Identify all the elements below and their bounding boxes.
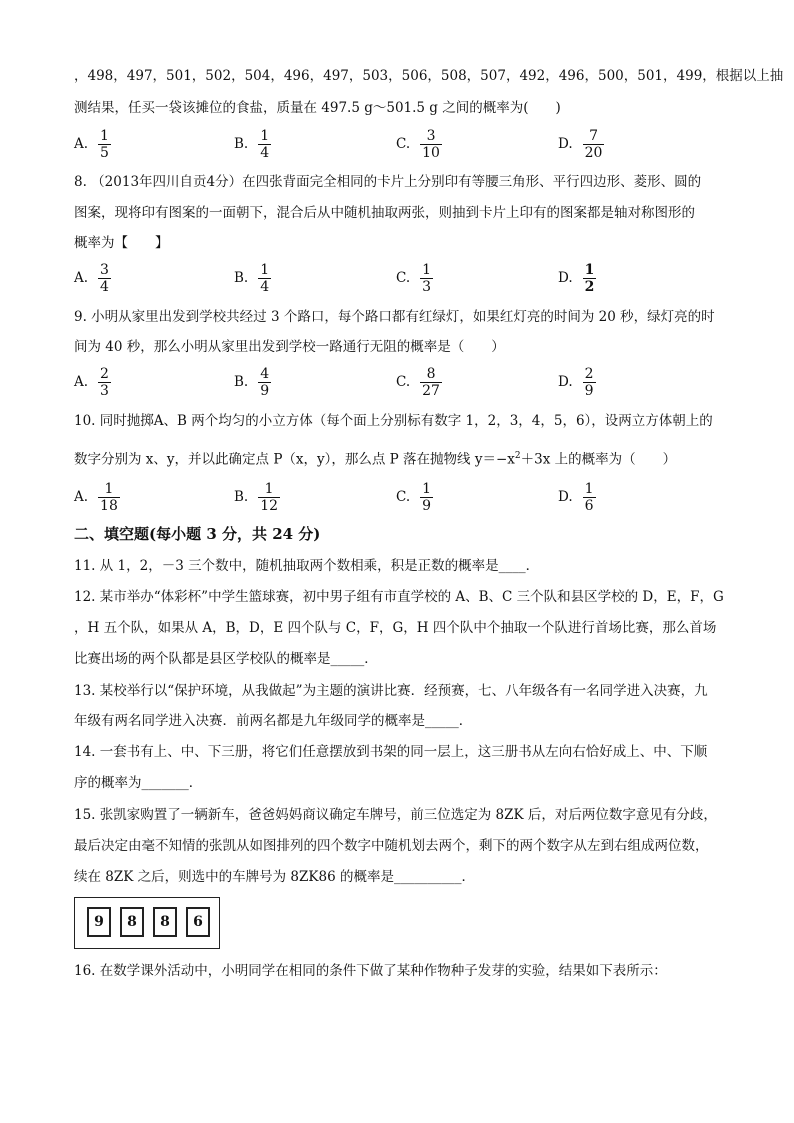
fraction: $\frac{3}{4}$: [100, 261, 109, 295]
q14-line-2: 序的概率为_______．: [74, 775, 203, 791]
fraction: $\frac{7}{20}$: [584, 127, 603, 161]
fraction: $\frac{1}{18}$: [100, 480, 118, 514]
q9-options: [74, 362, 734, 402]
fraction: $\frac{1}{3}$: [422, 261, 432, 295]
q15-line-1: 15. 张凯家购置了一辆新车，爸爸妈妈商议确定车牌号，前三位选定为 8ZK 后，对后两位数字意见有分歧，: [74, 807, 717, 823]
q10-line-2: 数字分别为 x、y，并以此确定点 P（x，y），那么点 P 落在抛物线 $y=-x^2+3x$ 上的概率为（ ）: [74, 451, 677, 468]
fraction: $\frac{2}{3}$: [100, 365, 109, 399]
q14-line-1: 14. 一套书有上、中、下三册，将它们任意摆放到书架的同一层上，这三册书从左向右恰好成上、中、下顺: [74, 744, 708, 760]
q12-line-2: ，H 五个队，如果从 A，B，D，E 四个队与 C，F，G，H 四个队中个抽取一个队进行首场比赛，那么首场: [74, 620, 717, 636]
q15-line-2: 最后决定由毫不知情的张凯从如图排列的四个数字中随机划去两个，剩下的两个数字从左到右组成两位数，: [74, 838, 709, 854]
q9-option-a[interactable]: A. $\frac{2}{3}$: [74, 365, 109, 399]
q9-option-c[interactable]: C. $\frac{8}{27}$: [396, 365, 440, 399]
q7-options: [74, 124, 734, 164]
q13-line-2: 年级有两名同学进入决赛．前两名都是九年级同学的概率是_____．: [74, 713, 473, 729]
q8-option-d[interactable]: D. $\frac{1}{2}$: [558, 261, 595, 295]
q8-options: [74, 258, 734, 298]
q8-line-2: 图案，现将印有图案的一面朝下，混合后从中随机抽取两张，则抽到卡片上印有的图案都是轴对称图形的: [74, 205, 695, 221]
q11-line: 11. 从 1，2，－3 三个数中，随机抽取两个数相乘，积是正数的概率是____．: [74, 558, 540, 574]
fraction: $\frac{1}{4}$: [260, 127, 270, 161]
fraction: $\frac{2}{9}$: [584, 365, 594, 399]
fraction: $\frac{1}{2}$: [584, 261, 595, 295]
q8-line-1: 8. （2013年四川自贡4分）在四张背面完全相同的卡片上分别印有等腰三角形、平行四边形、菱形、圆的: [74, 174, 702, 190]
fraction: $\frac{1}{4}$: [260, 261, 270, 295]
fraction: $\frac{8}{27}$: [422, 365, 440, 399]
q16-line: 16. 在数学课外活动中，小明同学在相同的条件下做了某种作物种子发芽的实验，结果如下表所示：: [74, 963, 667, 979]
digit-card: 8: [120, 907, 144, 937]
fraction: $\frac{1}{9}$: [422, 480, 432, 514]
q12-line-1: 12. 某市举办“体彩杯”中学生篮球赛，初中男子组有市直学校的 A、B、C 三个队和县区学校的 D，E，F，G: [74, 589, 724, 605]
digit-card: 9: [87, 907, 111, 937]
q7-option-d[interactable]: D. $\frac{7}{20}$: [558, 127, 603, 161]
q8-option-c[interactable]: C. $\frac{1}{3}$: [396, 261, 432, 295]
q7-line-1: ，498，497，501，502，504，496，497，503，506，508，507，492，496，500，501，499，根据以上抽: [74, 68, 784, 84]
q9-line-2: 间为 40 秒，那么小明从家里出发到学校一路通行无阻的概率是（ ）: [74, 339, 505, 355]
digit-card-figure: [74, 897, 220, 949]
q10-option-d[interactable]: D. $\frac{1}{6}$: [558, 480, 594, 514]
q9-line-1: 9. 小明从家里出发到学校共经过 3 个路口，每个路口都有红绿灯，如果红灯亮的时间为 20 秒，绿灯亮的时: [74, 309, 715, 325]
fraction: $\frac{1}{5}$: [100, 127, 109, 161]
q10-line-1: 10. 同时抛掷A、B 两个均匀的小立方体（每个面上分别标有数字 1，2，3，4，5，6），设两立方体朝上的: [74, 413, 713, 429]
fraction: $\frac{3}{10}$: [422, 127, 440, 161]
section-heading: 二、填空题(每小题 3 分，共 24 分): [74, 525, 321, 543]
q9-option-d[interactable]: D. $\frac{2}{9}$: [558, 365, 594, 399]
q7-option-c[interactable]: C. $\frac{3}{10}$: [396, 127, 440, 161]
q15-line-3: 续在 8ZK 之后，则选中的车牌号为 8ZK86 的概率是__________．: [74, 869, 475, 885]
q10-option-c[interactable]: C. $\frac{1}{9}$: [396, 480, 432, 514]
digit-card: 6: [186, 907, 210, 937]
fraction: $\frac{1}{6}$: [584, 480, 594, 514]
q10-option-b[interactable]: B. $\frac{1}{12}$: [234, 480, 279, 514]
q8-line-3: 概率为【 】: [74, 235, 169, 251]
q12-line-3: 比赛出场的两个队都是县区学校队的概率是_____．: [74, 651, 378, 667]
q7-line-2: 测结果，任买一袋该摊位的食盐，质量在 497.5 g～501.5 g 之间的概率为( ): [74, 100, 561, 116]
digit-card: 8: [153, 907, 177, 937]
q10-options: [74, 477, 734, 517]
q9-option-b[interactable]: B. $\frac{4}{9}$: [234, 365, 270, 399]
q7-option-a[interactable]: A. $\frac{1}{5}$: [74, 127, 109, 161]
q7-option-b[interactable]: B. $\frac{1}{4}$: [234, 127, 270, 161]
q8-option-a[interactable]: A. $\frac{3}{4}$: [74, 261, 109, 295]
fraction: $\frac{1}{12}$: [260, 480, 279, 514]
q8-option-b[interactable]: B. $\frac{1}{4}$: [234, 261, 270, 295]
q10-option-a[interactable]: A. $\frac{1}{18}$: [74, 480, 118, 514]
q13-line-1: 13. 某校举行以“保护环境，从我做起”为主题的演讲比赛．经预赛，七、八年级各有一名同学进入决赛，九: [74, 683, 708, 699]
fraction: $\frac{4}{9}$: [260, 365, 270, 399]
